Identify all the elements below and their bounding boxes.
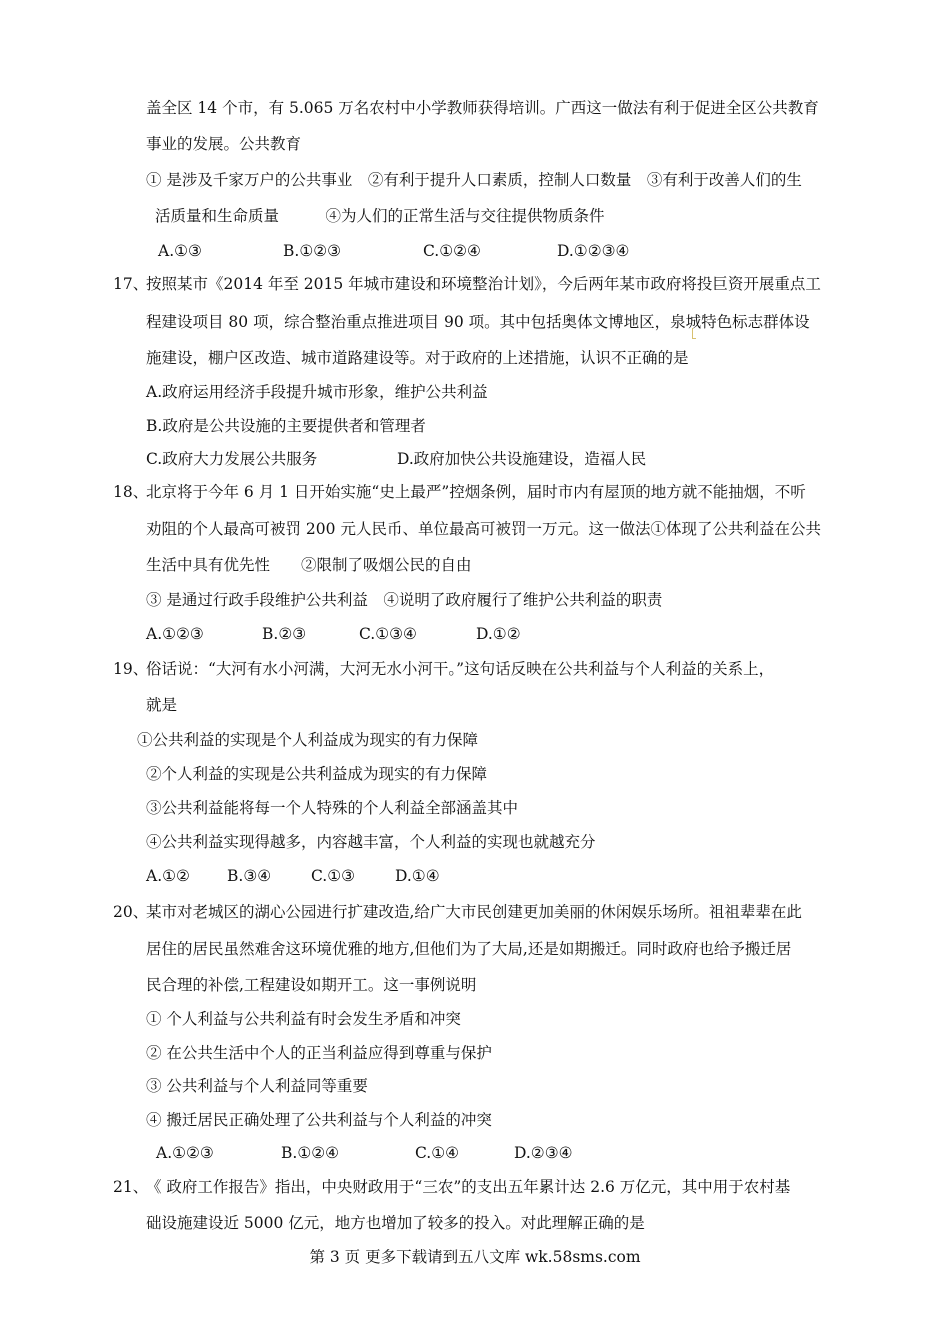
- q19-statement-4: ④公共利益实现得越多，内容越丰富，个人利益的实现也就越充分: [146, 833, 596, 851]
- q17-text-line-2: 程建设项目 80 项，综合整治重点推进项目 90 项。其中包括奥体文博地区，泉城特色标志群体设: [146, 313, 810, 331]
- q21-number: 21、: [113, 1178, 149, 1196]
- q20-text-line-2: 居住的居民虽然难舍这环境优雅的地方,但他们为了大局,还是如期搬迁。同时政府也给予搬迁居: [146, 940, 792, 958]
- q17-option-c: C.政府大力发展公共服务: [146, 450, 318, 468]
- q16-text-line-1: 盖全区 14 个市，有 5.065 万名农村中小学教师获得培训。广西这一做法有利于促进全区公共教育: [146, 99, 819, 117]
- q16-option-b: B.①②③: [283, 242, 342, 260]
- edit-mark-icon: [692, 328, 696, 339]
- q16-text-line-2: 事业的发展。公共教育: [146, 135, 302, 153]
- q20-text-line-1: 某市对老城区的湖心公园进行扩建改造,给广大市民创建更加美丽的休闲娱乐场所。祖祖辈辈在此: [146, 903, 802, 921]
- q20-statement-4: ④ 搬迁居民正确处理了公共利益与个人利益的冲突: [146, 1111, 492, 1129]
- q16-option-d: D.①②③④: [557, 242, 630, 260]
- q18-text-line-3: 生活中具有优先性 ②限制了吸烟公民的自由: [146, 556, 472, 574]
- q18-option-a: A.①②③: [146, 625, 204, 643]
- q20-number: 20、: [113, 903, 149, 921]
- q18-text-line-1: 北京将于今年 6 月 1 日开始实施“史上最严”控烟条例，届时市内有屋顶的地方就不能抽烟，不听: [146, 483, 806, 501]
- q18-option-d: D.①②: [476, 625, 521, 643]
- q20-statement-1: ① 个人利益与公共利益有时会发生矛盾和冲突: [146, 1010, 461, 1028]
- q20-statement-2: ② 在公共生活中个人的正当利益应得到尊重与保护: [146, 1044, 492, 1062]
- q20-option-a: A.①②③: [156, 1144, 214, 1162]
- q17-option-b: B.政府是公共设施的主要提供者和管理者: [146, 417, 426, 435]
- q19-option-b: B.③④: [227, 867, 272, 885]
- q16-option-a: A.①③: [158, 242, 202, 260]
- q19-text-line-2: 就是: [146, 696, 178, 714]
- q19-number: 19、: [113, 660, 149, 678]
- q16-statement-line-1: ① 是涉及千家万户的公共事业 ②有利于提升人口素质，控制人口数量 ③有利于改善人们的生: [146, 171, 802, 189]
- q17-option-a: A.政府运用经济手段提升城市形象，维护公共利益: [146, 383, 488, 401]
- q20-option-c: C.①④: [415, 1144, 460, 1162]
- q18-option-b: B.②③: [262, 625, 307, 643]
- q17-text-line-3: 施建设，棚户区改造、城市道路建设等。对于政府的上述措施，认识不正确的是: [146, 349, 689, 367]
- q20-option-d: D.②③④: [514, 1144, 573, 1162]
- q17-option-d: D.政府加快公共设施建设，造福人民: [397, 450, 647, 468]
- q17-text-line-1: 按照某市《2014 年至 2015 年城市建设和环境整治计划》，今后两年某市政府将投巨资开展重点工: [146, 275, 821, 293]
- q18-option-c: C.①③④: [359, 625, 417, 643]
- q17-number: 17、: [113, 275, 149, 293]
- q21-text-line-1: 《 政府工作报告》指出，中央财政用于“三农”的支出五年累计达 2.6 万亿元，其中用于农村基: [146, 1178, 791, 1196]
- q19-option-a: A.①②: [146, 867, 190, 885]
- page-footer: 第 3 页 更多下载请到五八文库 wk.58sms.com: [309, 1248, 641, 1266]
- q19-statement-1: ①公共利益的实现是个人利益成为现实的有力保障: [137, 731, 479, 749]
- q20-option-b: B.①②④: [281, 1144, 340, 1162]
- q18-text-line-4: ③ 是通过行政手段维护公共利益 ④说明了政府履行了维护公共利益的职责: [146, 591, 663, 609]
- q19-statement-2: ②个人利益的实现是公共利益成为现实的有力保障: [146, 765, 488, 783]
- q18-number: 18、: [113, 483, 149, 501]
- q21-text-line-2: 础设施建设近 5000 亿元，地方也增加了较多的投入。对此理解正确的是: [146, 1214, 645, 1232]
- q20-text-line-3: 民合理的补偿,工程建设如期开工。这一事例说明: [146, 976, 477, 994]
- q19-option-d: D.①④: [395, 867, 440, 885]
- q19-text-line-1: 俗话说：“大河有水小河满，大河无水小河干。”这句话反映在公共利益与个人利益的关系上，: [146, 660, 775, 678]
- q19-option-c: C.①③: [311, 867, 356, 885]
- q19-statement-3: ③公共利益能将每一个人特殊的个人利益全部涵盖其中: [146, 799, 519, 817]
- q16-statement-line-2: 活质量和生命质量 ④为人们的正常生活与交往提供物质条件: [155, 207, 605, 225]
- q18-text-line-2: 劝阻的个人最高可被罚 200 元人民币、单位最高可被罚一万元。这一做法①体现了公共利益在公共: [146, 520, 821, 538]
- q16-option-c: C.①②④: [423, 242, 481, 260]
- q20-statement-3: ③ 公共利益与个人利益同等重要: [146, 1077, 368, 1095]
